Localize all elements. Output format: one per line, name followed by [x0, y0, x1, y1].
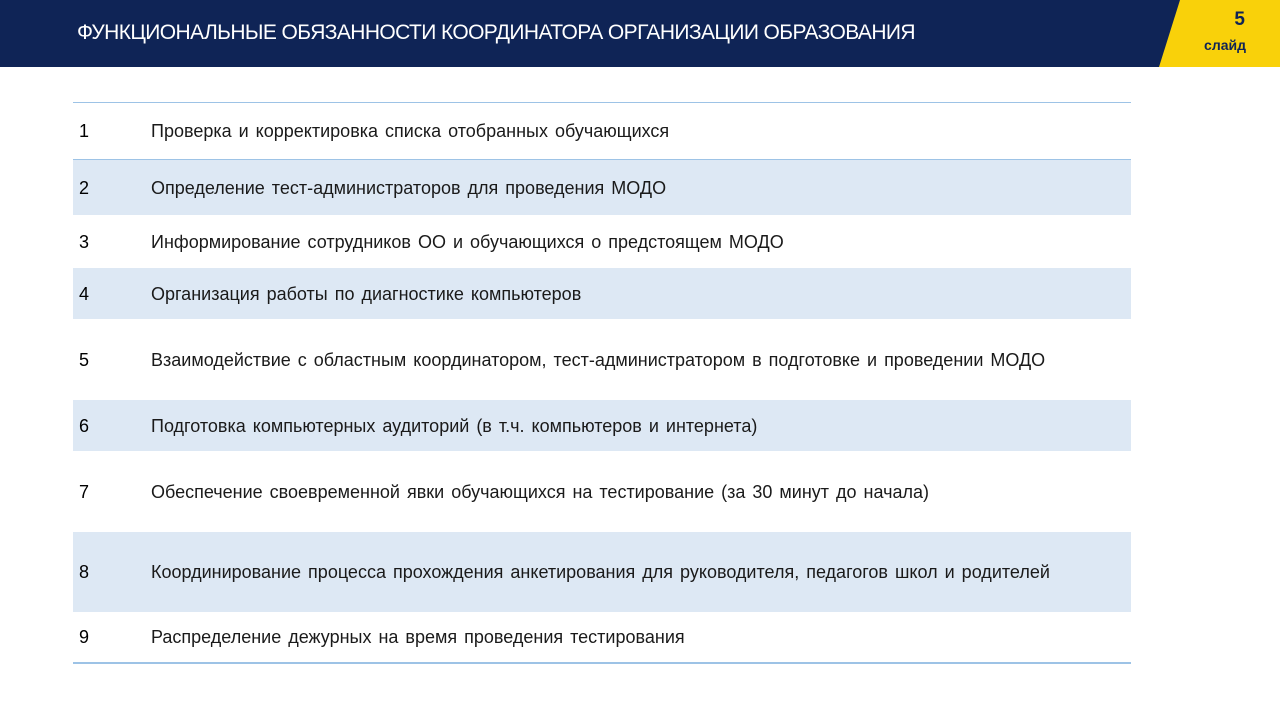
table-row — [73, 612, 1131, 662]
row-number: 7 — [79, 481, 90, 502]
row-text: Взаимодействие с областным координатором, тест-администратором в подготовке и проведении МОДО — [151, 349, 1046, 370]
table-row — [73, 400, 1131, 451]
row-number: 1 — [79, 121, 90, 141]
row-number: 3 — [79, 231, 90, 252]
page-title: ФУНКЦИОНАЛЬНЫЕ ОБЯЗАННОСТИ КООРДИНАТОРА ОРГАНИЗАЦИИ ОБРАЗОВАНИЯ — [77, 21, 915, 44]
slide-number: 5 — [1234, 9, 1245, 30]
table-row — [73, 160, 1131, 215]
row-text: Распределение дежурных на время проведения тестирования — [151, 627, 685, 647]
row-number: 6 — [79, 415, 90, 436]
slide-label: слайд — [1204, 37, 1246, 53]
badge-shape — [1159, 0, 1280, 67]
row-number: 2 — [79, 177, 90, 198]
row-text: Информирование сотрудников ОО и обучающихся о предстоящем МОДО — [151, 231, 784, 252]
row-number: 8 — [79, 562, 90, 582]
row-number: 5 — [79, 349, 90, 370]
duties-table — [73, 102, 1131, 664]
row-text: Координирование процесса прохождения анкетирования для руководителя, педагогов школ и родителей — [151, 562, 1050, 582]
slide-number-badge — [1159, 0, 1280, 67]
slide-header — [0, 0, 1280, 67]
row-number: 4 — [79, 283, 90, 304]
row-text: Подготовка компьютерных аудиторий (в т.ч. компьютеров и интернета) — [151, 415, 758, 436]
row-text: Организация работы по диагностике компьютеров — [151, 283, 582, 304]
table-row — [73, 103, 1131, 160]
table-row — [73, 215, 1131, 268]
row-number: 9 — [79, 627, 90, 647]
row-text: Определение тест-администраторов для проведения МОДО — [151, 177, 667, 198]
table-row — [73, 268, 1131, 319]
table-row — [73, 451, 1131, 532]
row-text: Обеспечение своевременной явки обучающихся на тестирование (за 30 минут до начала) — [151, 481, 930, 502]
row-text: Проверка и корректировка списка отобранных обучающихся — [151, 121, 670, 141]
table-row — [73, 319, 1131, 400]
table-row — [73, 532, 1131, 612]
